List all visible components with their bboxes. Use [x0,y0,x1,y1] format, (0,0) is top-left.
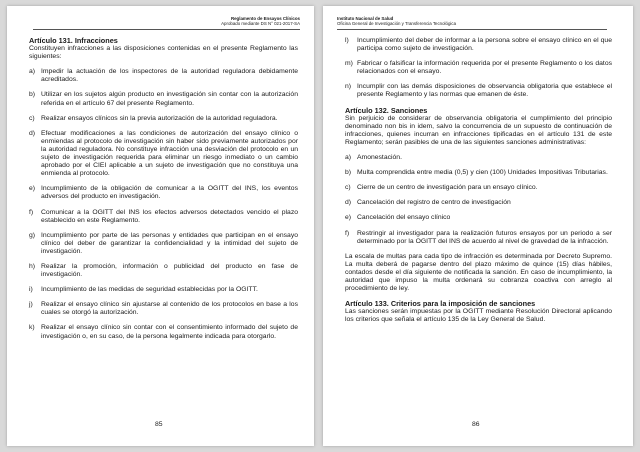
item-text: Comunicar a la OGITT del INS los efectos adversos detectados vencido el plazo establecido en este Reglamento. [41,208,298,224]
item-text: Realizar la promoción, información o publicidad del producto en fase de investigación. [41,262,298,279]
list-item [29,324,298,340]
list-item [345,184,612,192]
article-title: Artículo 131. Infracciones [29,36,118,45]
item-letter: b) [29,91,36,99]
list-item [345,199,612,207]
running-header [221,16,300,27]
list-item [29,115,298,123]
item-letter: b) [345,169,352,177]
item-text: Cancelación del registro de centro de investigación [357,199,511,207]
item-letter: d) [345,199,352,207]
item-text: Realizar el ensayo clínico sin ajustarse al contenido de los protocolos en base a los cuales se otorgó la autorización. [41,301,298,317]
header-subtitle: Oficina General de Investigación y Transferencia Tecnológica [337,21,457,27]
item-letter: f) [345,229,350,237]
header-rule [337,29,607,30]
item-text: Impedir la actuación de los inspectores de la autoridad reguladora debidamente acreditados. [41,68,298,84]
item-text: Incumplimiento de las medidas de seguridad establecidas por la OGITT. [41,286,258,294]
item-letter: n) [345,83,352,91]
item-text: Realizar ensayos clínicos sin la previa autorización de la autoridad reguladora. [41,114,278,122]
item-text: Efectuar modificaciones a las condiciones de autorización del ensayo clínico o enmiendas al protocolo de investigación sin haber sido previamente autorizados por la autoridad reguladora. No constituye infracción una desviación del protocolo en un sujeto de investigación requerida para eliminar un riesgo inmediato o un cambio aprobado por el CIEI aplicable a un sujeto de investigación que no constituya una enmienda al protocolo. [41,129,298,178]
list-item [345,230,612,246]
article-closing: La escala de multas para cada tipo de infracción es determinada por Decreto Supremo. La multa deberá de pagarse dentro del plazo máximo de quince (15) días hábiles, contados desde el día siguiente de notificada la sanción. En caso de incumplimiento, la autoridad que impuso la multa ordenará su cobranza coactiva con arreglo al procedimiento de ley. [345,252,612,293]
article-intro: Sin perjuicio de considerar de observancia obligatoria el cumplimiento del principio denominado non bis in idem, salvo la concurrencia de un supuesto de continuación de infracciones, quienes incurran en infracciones tipificadas en el artículo 131 de este Reglamento; serán pasibles de una de las siguientes sanciones administrativas: [345,114,612,146]
list-item [29,232,298,256]
item-text: Fabricar o falsificar la información requerida por el presente Reglamento o los datos relacionados con el ensayo. [357,60,612,76]
list-item [29,263,298,279]
list-item [29,68,298,84]
article-intro: Constituyen infracciones a las disposiciones contenidas en el presente Reglamento las siguientes: [29,45,298,61]
list-item [29,209,298,225]
item-letter: c) [29,114,35,122]
item-text: Cierre de un centro de investigación para un ensayo clínico. [357,184,538,192]
item-text: Incumplimiento del deber de informar a la persona sobre el ensayo clínico en el que participa como sujeto de investigación. [357,37,612,53]
page-number: 86 [472,421,480,428]
item-letter: a) [345,154,352,162]
left-page [7,6,314,446]
article-text: Las sanciones serán impuestas por la OGITT mediante Resolución Directoral aplicando los criterios que señala el artículo 135 de la Ley General de Salud. [345,308,612,324]
item-text: Cancelación del ensayo clínico [357,214,451,222]
list-item [29,286,298,294]
page-body [29,37,298,341]
item-text: Amonestación. [357,154,402,162]
header-subtitle: Aprobado mediante DS N° 021-2017-SA [221,21,300,27]
list-item [345,169,612,177]
item-letter: m) [345,60,353,68]
header-rule [33,29,300,30]
item-letter: e) [345,214,352,222]
running-header [337,16,456,27]
list-item [345,214,612,222]
item-text: Multa comprendida entre media (0,5) y cien (100) Unidades Impositivas Tributarias. [357,169,608,177]
item-letter: h) [29,262,36,270]
list-item [345,37,612,53]
item-letter: l) [345,37,349,44]
header-title: Reglamento de Ensayos Clínicos [230,16,300,21]
header-title: Instituto Nacional de Salud [337,16,394,21]
item-letter: j) [29,301,33,309]
right-page [323,6,633,446]
spacer [345,246,612,253]
item-letter: k) [29,324,35,332]
list-item [29,91,298,107]
item-letter: g) [29,231,36,239]
list-item [29,185,298,201]
item-letter: e) [29,185,36,193]
item-text: Incumplir con las demás disposiciones de observancia obligatoria que establece el presente Reglamento y las normas que emanen de éste. [357,83,612,99]
item-letter: c) [345,184,351,192]
list-item [29,301,298,317]
article-title: Artículo 132. Sanciones [345,105,428,115]
item-letter: f) [29,208,34,216]
page-body [345,37,612,324]
item-letter: a) [29,68,36,76]
item-text: Realizar el ensayo clínico sin contar con el consentimiento informado del sujeto de investigación o, en su caso, de la persona legalmente indicada para otorgarlo. [41,324,298,340]
page-number: 85 [155,421,163,428]
item-text: Incumplimiento por parte de las personas y entidades que participan en el ensayo clínico del deber de garantizar la confidencialidad y la intimidad del sujeto de investigación. [41,231,298,255]
item-text: Restringir al investigador para la realización futuros ensayos por un periodo a ser determinado por la OGITT del INS de acuerdo al nivel de gravedad de la infracción. [357,229,612,245]
list-item [345,60,612,76]
list-item [345,154,612,162]
article-title: Artículo 133. Criterios para la imposición de sanciones [345,299,536,309]
item-letter: i) [29,286,33,294]
list-item [29,130,298,179]
item-text: Utilizar en los sujetos algún producto en investigación sin contar con la autorización referida en el artículo 67 del presente Reglamento. [41,91,298,107]
item-letter: d) [29,129,36,137]
list-item [345,83,612,99]
item-text: Incumplimiento de la obligación de comunicar a la OGITT del INS, los eventos adversos del producto en investigación. [41,185,298,201]
